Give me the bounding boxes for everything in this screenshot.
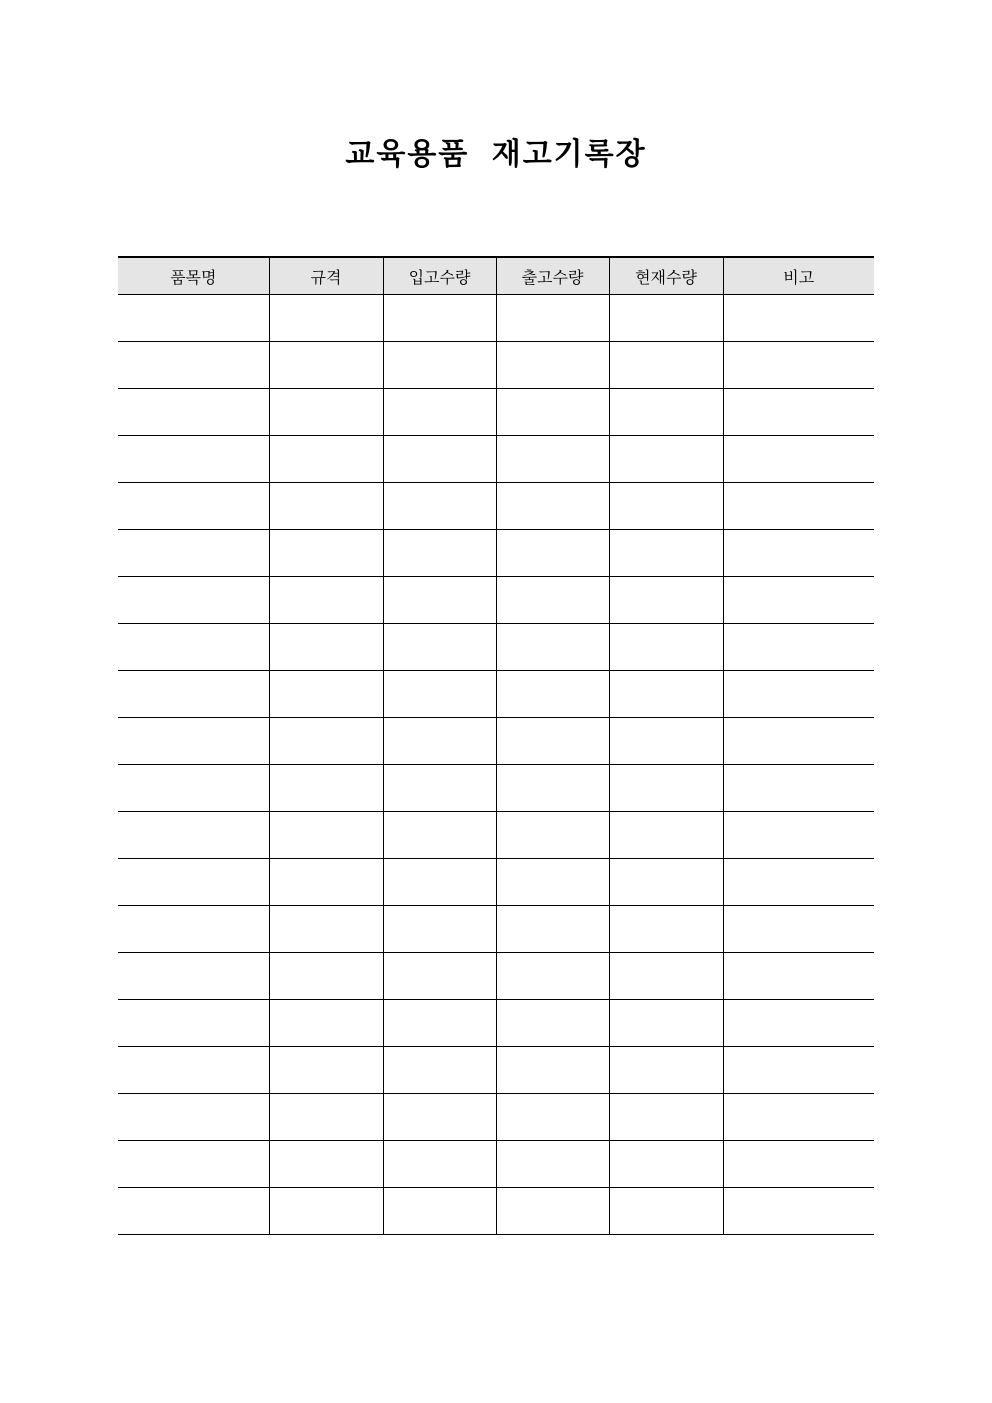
table-row xyxy=(118,389,874,436)
cell-issued-qty[interactable] xyxy=(496,1000,609,1047)
table-row xyxy=(118,671,874,718)
cell-item-name[interactable] xyxy=(118,765,269,812)
cell-issued-qty[interactable] xyxy=(496,577,609,624)
cell-remarks[interactable] xyxy=(723,1188,874,1235)
cell-item-name[interactable] xyxy=(118,342,269,389)
cell-item-name[interactable] xyxy=(118,436,269,483)
table-row xyxy=(118,812,874,859)
table-body xyxy=(118,295,874,1235)
cell-spec[interactable] xyxy=(269,1047,383,1094)
cell-remarks[interactable] xyxy=(723,436,874,483)
cell-spec[interactable] xyxy=(269,906,383,953)
table-row xyxy=(118,530,874,577)
cell-item-name[interactable] xyxy=(118,1000,269,1047)
cell-item-name[interactable] xyxy=(118,389,269,436)
cell-received-qty[interactable] xyxy=(383,436,496,483)
cell-item-name[interactable] xyxy=(118,483,269,530)
cell-current-qty[interactable] xyxy=(609,530,723,577)
cell-current-qty[interactable] xyxy=(609,624,723,671)
cell-current-qty[interactable] xyxy=(609,436,723,483)
cell-received-qty[interactable] xyxy=(383,812,496,859)
cell-issued-qty[interactable] xyxy=(496,295,609,342)
cell-item-name[interactable] xyxy=(118,671,269,718)
cell-issued-qty[interactable] xyxy=(496,530,609,577)
cell-received-qty[interactable] xyxy=(383,342,496,389)
cell-current-qty[interactable] xyxy=(609,1188,723,1235)
cell-remarks[interactable] xyxy=(723,1047,874,1094)
cell-current-qty[interactable] xyxy=(609,1094,723,1141)
cell-received-qty[interactable] xyxy=(383,1141,496,1188)
table-row xyxy=(118,1094,874,1141)
cell-item-name[interactable] xyxy=(118,859,269,906)
cell-received-qty[interactable] xyxy=(383,483,496,530)
cell-remarks[interactable] xyxy=(723,906,874,953)
cell-remarks[interactable] xyxy=(723,718,874,765)
cell-spec[interactable] xyxy=(269,859,383,906)
cell-current-qty[interactable] xyxy=(609,953,723,1000)
cell-received-qty[interactable] xyxy=(383,671,496,718)
header-issued-qty: 출고수량 xyxy=(496,257,609,295)
cell-received-qty[interactable] xyxy=(383,765,496,812)
cell-spec[interactable] xyxy=(269,342,383,389)
cell-received-qty[interactable] xyxy=(383,859,496,906)
cell-issued-qty[interactable] xyxy=(496,953,609,1000)
cell-item-name[interactable] xyxy=(118,530,269,577)
cell-item-name[interactable] xyxy=(118,812,269,859)
cell-item-name[interactable] xyxy=(118,1141,269,1188)
cell-item-name[interactable] xyxy=(118,624,269,671)
cell-remarks[interactable] xyxy=(723,530,874,577)
cell-remarks[interactable] xyxy=(723,859,874,906)
table-row xyxy=(118,906,874,953)
cell-current-qty[interactable] xyxy=(609,906,723,953)
cell-issued-qty[interactable] xyxy=(496,483,609,530)
cell-received-qty[interactable] xyxy=(383,577,496,624)
cell-current-qty[interactable] xyxy=(609,483,723,530)
cell-remarks[interactable] xyxy=(723,953,874,1000)
cell-remarks[interactable] xyxy=(723,1094,874,1141)
cell-remarks[interactable] xyxy=(723,295,874,342)
cell-item-name[interactable] xyxy=(118,718,269,765)
table-row xyxy=(118,1141,874,1188)
table-row xyxy=(118,483,874,530)
cell-received-qty[interactable] xyxy=(383,530,496,577)
cell-spec[interactable] xyxy=(269,624,383,671)
table-row xyxy=(118,859,874,906)
cell-spec[interactable] xyxy=(269,718,383,765)
cell-received-qty[interactable] xyxy=(383,718,496,765)
table-row xyxy=(118,436,874,483)
cell-issued-qty[interactable] xyxy=(496,342,609,389)
cell-issued-qty[interactable] xyxy=(496,1094,609,1141)
inventory-ledger-table xyxy=(118,256,874,1235)
cell-remarks[interactable] xyxy=(723,765,874,812)
header-item-name: 품목명 xyxy=(118,257,269,295)
cell-issued-qty[interactable] xyxy=(496,859,609,906)
cell-current-qty[interactable] xyxy=(609,671,723,718)
cell-received-qty[interactable] xyxy=(383,389,496,436)
cell-remarks[interactable] xyxy=(723,624,874,671)
table-row xyxy=(118,1047,874,1094)
cell-received-qty[interactable] xyxy=(383,624,496,671)
table-row xyxy=(118,718,874,765)
cell-spec[interactable] xyxy=(269,1188,383,1235)
header-current-qty: 현재수량 xyxy=(609,257,723,295)
cell-item-name[interactable] xyxy=(118,1094,269,1141)
table-row xyxy=(118,953,874,1000)
cell-remarks[interactable] xyxy=(723,577,874,624)
cell-issued-qty[interactable] xyxy=(496,436,609,483)
cell-received-qty[interactable] xyxy=(383,906,496,953)
header-spec: 규격 xyxy=(269,257,383,295)
cell-spec[interactable] xyxy=(269,530,383,577)
cell-spec[interactable] xyxy=(269,295,383,342)
cell-received-qty[interactable] xyxy=(383,953,496,1000)
cell-current-qty[interactable] xyxy=(609,1047,723,1094)
table-row xyxy=(118,295,874,342)
document-title: 교육용품 재고기록장 xyxy=(345,137,647,172)
table-row xyxy=(118,342,874,389)
table-row xyxy=(118,624,874,671)
cell-remarks[interactable] xyxy=(723,812,874,859)
cell-issued-qty[interactable] xyxy=(496,671,609,718)
cell-remarks[interactable] xyxy=(723,389,874,436)
cell-spec[interactable] xyxy=(269,765,383,812)
cell-current-qty[interactable] xyxy=(609,295,723,342)
cell-received-qty[interactable] xyxy=(383,1188,496,1235)
cell-item-name[interactable] xyxy=(118,906,269,953)
cell-issued-qty[interactable] xyxy=(496,389,609,436)
cell-spec[interactable] xyxy=(269,483,383,530)
cell-spec[interactable] xyxy=(269,812,383,859)
cell-remarks[interactable] xyxy=(723,1141,874,1188)
table-row xyxy=(118,1188,874,1235)
cell-spec[interactable] xyxy=(269,389,383,436)
cell-item-name[interactable] xyxy=(118,1188,269,1235)
cell-remarks[interactable] xyxy=(723,483,874,530)
cell-issued-qty[interactable] xyxy=(496,1141,609,1188)
cell-issued-qty[interactable] xyxy=(496,812,609,859)
cell-remarks[interactable] xyxy=(723,342,874,389)
cell-spec[interactable] xyxy=(269,436,383,483)
cell-spec[interactable] xyxy=(269,953,383,1000)
cell-received-qty[interactable] xyxy=(383,295,496,342)
table-row xyxy=(118,765,874,812)
cell-current-qty[interactable] xyxy=(609,342,723,389)
table-row xyxy=(118,1000,874,1047)
cell-item-name[interactable] xyxy=(118,1047,269,1094)
cell-current-qty[interactable] xyxy=(609,1141,723,1188)
cell-spec[interactable] xyxy=(269,1000,383,1047)
cell-current-qty[interactable] xyxy=(609,1000,723,1047)
cell-received-qty[interactable] xyxy=(383,1000,496,1047)
header-remarks: 비고 xyxy=(723,257,874,295)
cell-item-name[interactable] xyxy=(118,295,269,342)
cell-issued-qty[interactable] xyxy=(496,1047,609,1094)
cell-remarks[interactable] xyxy=(723,671,874,718)
cell-issued-qty[interactable] xyxy=(496,1188,609,1235)
cell-item-name[interactable] xyxy=(118,953,269,1000)
cell-issued-qty[interactable] xyxy=(496,718,609,765)
cell-item-name[interactable] xyxy=(118,577,269,624)
cell-spec[interactable] xyxy=(269,671,383,718)
cell-issued-qty[interactable] xyxy=(496,765,609,812)
cell-issued-qty[interactable] xyxy=(496,906,609,953)
cell-issued-qty[interactable] xyxy=(496,624,609,671)
cell-current-qty[interactable] xyxy=(609,718,723,765)
table-row xyxy=(118,577,874,624)
cell-spec[interactable] xyxy=(269,1094,383,1141)
cell-spec[interactable] xyxy=(269,1141,383,1188)
table-header-row xyxy=(118,257,874,295)
cell-current-qty[interactable] xyxy=(609,765,723,812)
cell-received-qty[interactable] xyxy=(383,1047,496,1094)
cell-current-qty[interactable] xyxy=(609,577,723,624)
cell-current-qty[interactable] xyxy=(609,812,723,859)
cell-spec[interactable] xyxy=(269,577,383,624)
cell-current-qty[interactable] xyxy=(609,389,723,436)
cell-received-qty[interactable] xyxy=(383,1094,496,1141)
header-received-qty: 입고수량 xyxy=(383,257,496,295)
cell-current-qty[interactable] xyxy=(609,859,723,906)
cell-remarks[interactable] xyxy=(723,1000,874,1047)
